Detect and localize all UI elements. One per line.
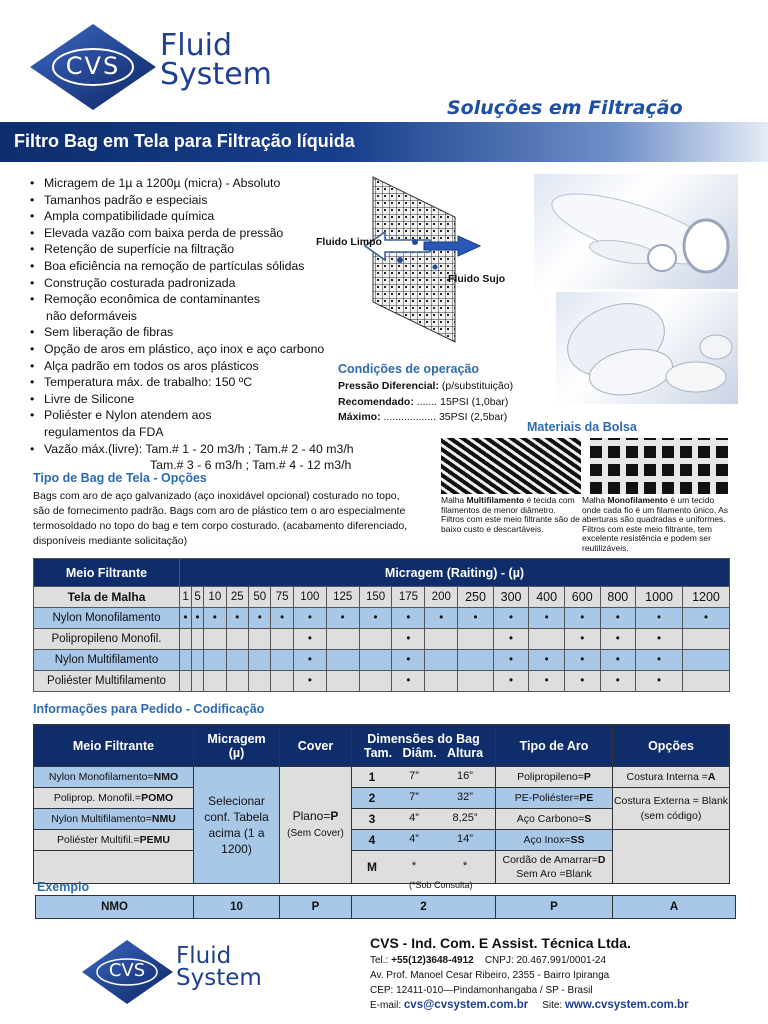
logo-word-fluid: Fluid	[160, 28, 232, 63]
mt-row-label: Poliéster Multifilamento	[34, 671, 180, 692]
example-value: NMO	[36, 896, 194, 919]
ot-media-cell	[34, 788, 194, 809]
ot-media-cell	[34, 830, 194, 851]
feature-item: • Alça padrão em todos os aros plásticos	[30, 358, 350, 375]
mt-cell: •	[271, 608, 293, 629]
mt-cell: •	[249, 608, 271, 629]
ot-media-cell	[34, 851, 194, 884]
ot-media-name: Poliéster Multifil.=	[57, 834, 140, 846]
conditions-title: Condições de operação	[338, 362, 480, 376]
title-bar	[0, 122, 768, 162]
mt-cell	[204, 629, 226, 650]
label-clean-fluid: Fluido Limpo	[316, 236, 382, 248]
order-table	[33, 724, 730, 884]
ot-ring-cell	[496, 851, 613, 884]
mt-cell: •	[493, 650, 529, 671]
feature-text: Remoção econômica de contaminantes	[44, 292, 261, 307]
mt-cell	[180, 650, 192, 671]
ot-size-t: 1	[368, 770, 376, 784]
mt-cell	[192, 671, 204, 692]
mt-col-header: 25	[226, 587, 248, 608]
mt-col-header: 600	[564, 587, 600, 608]
mt-cell	[458, 629, 494, 650]
ot-ring-name: Sem Aro =Blank	[516, 868, 592, 880]
mt-cell	[682, 629, 729, 650]
mt-cell: •	[529, 650, 565, 671]
mt-cell	[249, 650, 271, 671]
mt-cell	[458, 650, 494, 671]
bag-photo-bottom	[556, 292, 738, 404]
feature-item: • Micragem de 1µ a 1200µ (micra) - Absoluto	[30, 175, 350, 192]
mat-pre: Malha	[441, 495, 467, 505]
site-link[interactable]: www.cvsystem.com.br	[564, 999, 689, 1011]
mt-cell	[359, 671, 392, 692]
mt-cell: •	[293, 608, 326, 629]
mt-cell: •	[293, 671, 326, 692]
order-title: Informações para Pedido - Codificação	[33, 702, 265, 716]
mat-bold: Multifilamento	[466, 495, 525, 505]
feature-item	[30, 291, 350, 324]
ot-media-name: Nylon Multifilamento=	[51, 813, 152, 825]
email-link[interactable]: cvs@cvsystem.com.br	[403, 999, 529, 1011]
mt-cell: •	[493, 608, 529, 629]
feature-item: • Sem liberação de fibras	[30, 324, 350, 341]
materials-title: Materiais da Bolsa	[527, 420, 637, 434]
feature-text-cont: regulamentos da FDA	[44, 424, 164, 439]
mt-cell	[271, 671, 293, 692]
mt-cell: •	[293, 629, 326, 650]
mt-col-header: 300	[493, 587, 529, 608]
feature-item: • Retenção de superfície na filtração	[30, 241, 350, 258]
ot-dims-cell	[352, 830, 496, 851]
mt-cell	[271, 650, 293, 671]
ot-cover-main: Plano=	[292, 809, 331, 823]
ot-media-cell	[34, 809, 194, 830]
footer-logo-system: System	[176, 965, 262, 991]
mt-col-header: 5	[192, 587, 204, 608]
footer-contact	[370, 953, 689, 1013]
example-value: 2	[352, 896, 496, 919]
mt-cell: •	[564, 671, 600, 692]
example-value: A	[613, 896, 736, 919]
ot-size-d: *	[411, 860, 417, 872]
ot-h-opts: Opções	[613, 725, 730, 767]
email-label: E-mail:	[370, 1000, 404, 1011]
tel-label: Tel.:	[370, 955, 392, 966]
footer-logo-mark: CVS	[108, 960, 146, 981]
mesh-screen-icon	[340, 172, 530, 347]
mt-col-header: 400	[529, 587, 565, 608]
ot-h-cover: Cover	[280, 725, 352, 767]
mt-cell: •	[600, 671, 636, 692]
address-line-1: Av. Prof. Manoel Cesar Ribeiro, 2355 - Bairro Ipiranga	[370, 970, 610, 981]
ot-cover-code: P	[330, 809, 339, 823]
mt-col-header: 1000	[636, 587, 683, 608]
mt-cell	[425, 650, 458, 671]
ot-h-micron-2: (µ)	[228, 745, 245, 760]
ot-dims-cell	[352, 809, 496, 830]
mt-cell	[226, 650, 248, 671]
mt-col-header: 50	[249, 587, 271, 608]
ot-micron-cell: Selecionar conf. Tabela acima (1 a 1200)	[194, 767, 280, 884]
ot-cover-cell	[280, 767, 352, 884]
feature-item: • Construção costurada padronizada	[30, 275, 350, 292]
ot-ring-code: S	[584, 813, 592, 825]
feature-item	[30, 441, 354, 474]
mt-cell: •	[180, 608, 192, 629]
feature-item: • Temperatura máx. de trabalho: 150 ºC	[30, 374, 350, 391]
mt-col-header: 100	[293, 587, 326, 608]
example-value: P	[496, 896, 613, 919]
conditions-lines	[338, 379, 513, 426]
ot-opt1: Costura Interna =	[626, 771, 708, 783]
ot-media-code: PEMU	[139, 834, 170, 846]
mt-cell: •	[636, 671, 683, 692]
ot-media-code: POMO	[141, 792, 174, 804]
cond-label: Recomendado:	[338, 395, 414, 408]
mt-cell	[192, 650, 204, 671]
mt-cell: •	[564, 650, 600, 671]
mt-cell: •	[529, 608, 565, 629]
mt-cell	[425, 671, 458, 692]
mt-cell	[271, 629, 293, 650]
mt-cell: •	[392, 629, 425, 650]
mt-cell: •	[600, 629, 636, 650]
feature-text-cont: não deformáveis	[46, 308, 137, 323]
ot-size-t: 4	[368, 833, 376, 847]
footer-logo-fluid: Fluid	[176, 943, 232, 969]
mt-cell	[326, 671, 359, 692]
cond-label: Pressão Diferencial:	[338, 380, 439, 392]
mt-cell: •	[636, 608, 683, 629]
mt-cell: •	[493, 671, 529, 692]
tagline: Soluções em Filtração	[447, 97, 683, 119]
address-line-2: CEP: 12411-010—Pindamonhangaba / SP - Brasil	[370, 985, 593, 996]
ot-ring-code: PE	[579, 792, 594, 804]
mt-cell: •	[326, 608, 359, 629]
ot-h-micron	[194, 725, 280, 767]
ot-ring-name: Aço Carbono=	[516, 813, 585, 825]
mt-cell: •	[564, 608, 600, 629]
mt-cell: •	[392, 671, 425, 692]
feature-item	[30, 407, 350, 440]
label-dirty-fluid: Fluido Sujo	[448, 273, 506, 285]
feature-text: Vazão máx.(livre): Tam.# 1 - 20 m3/h ; Tam.# 2 - 40 m3/h	[44, 441, 354, 456]
ot-media-code: NMO	[153, 771, 179, 783]
example-value: 10	[194, 896, 280, 919]
mt-cell: •	[493, 629, 529, 650]
cond-label: Máximo:	[338, 411, 381, 423]
monofilament-swatch	[590, 438, 728, 494]
mt-cell: •	[600, 650, 636, 671]
mt-cell	[180, 629, 192, 650]
ot-ring-name: PE-Poliéster=	[514, 792, 580, 804]
feature-item: • Opção de aros em plástico, aço inox e aço carbono	[30, 341, 350, 358]
ot-size-h: 8,25”	[452, 812, 478, 824]
mt-cell	[682, 671, 729, 692]
ot-size-d: 4”	[409, 833, 419, 845]
ot-opt-empty	[613, 830, 730, 884]
ot-h-micron-1: Micragem	[207, 731, 266, 746]
mt-cell	[192, 629, 204, 650]
mt-col-header: 200	[425, 587, 458, 608]
ot-dims-cell	[352, 851, 496, 884]
mt-col-header: 1	[180, 587, 192, 608]
feature-text: Poliéster e Nylon atendem aos	[44, 408, 212, 423]
ot-ring-name: Cordão de Amarrar=	[502, 854, 598, 866]
mt-cell: •	[682, 608, 729, 629]
multifilament-text	[441, 496, 581, 534]
mt-cell: •	[636, 629, 683, 650]
bag-photo-top	[534, 174, 738, 289]
ot-size-h: 16”	[457, 770, 473, 782]
mt-col-header: 75	[271, 587, 293, 608]
filter-bags-image	[556, 292, 738, 404]
site-label: Site:	[542, 1000, 565, 1011]
tel-value: +55(12)3648-4912	[391, 955, 474, 966]
mt-col-header: 10	[204, 587, 226, 608]
feature-item: • Elevada vazão com baixa perda de pressão	[30, 225, 350, 242]
mt-col-header: 150	[359, 587, 392, 608]
ot-ring-name: Polipropileno=	[517, 771, 584, 783]
mt-cell: •	[529, 671, 565, 692]
ot-ring-cell	[496, 788, 613, 809]
bag-type-text: Bags com aro de aço galvanizado (aço inoxidável opcional) costurado no topo, são de fornecimento padrão. Bags com aro de plástico tem o aro especialmente termosoldado no topo do bag e tem corpo costurado. (acabamento diferenciado, disponíveis mediante solicitação)	[33, 490, 408, 547]
ot-media-cell	[34, 767, 194, 788]
filter-bags-image	[534, 174, 738, 289]
ot-size-h: *	[462, 860, 468, 872]
logo-word-system: System	[160, 57, 272, 92]
bag-type-title: Tipo de Bag de Tela - Opções	[33, 471, 207, 485]
ot-media-name: Nylon Monofilamento=	[48, 771, 154, 783]
mt-cell	[180, 671, 192, 692]
mt-cell: •	[392, 608, 425, 629]
ot-h-ring: Tipo de Aro	[496, 725, 613, 767]
feature-text-cont: Tam.# 3 - 6 m3/h ; Tam.# 4 - 12 m3/h	[150, 458, 352, 473]
ot-h-dims-title: Dimensões do Bag	[367, 731, 480, 746]
ot-h-media: Meio Filtrante	[34, 725, 194, 767]
mt-cell: •	[192, 608, 204, 629]
mt-cell: •	[359, 608, 392, 629]
mt-cell	[359, 629, 392, 650]
cnpj: CNPJ: 20.467.991/0001-24	[484, 955, 607, 966]
feature-item: • Livre de Silicone	[30, 391, 350, 408]
mt-cell	[249, 671, 271, 692]
monofilament-text	[582, 496, 730, 553]
ot-size-d: 4”	[409, 812, 419, 824]
ot-size-t: M	[367, 860, 377, 874]
ot-ring-name: Aço Inox=	[523, 834, 571, 846]
example-value: P	[280, 896, 352, 919]
mt-cell: •	[293, 650, 326, 671]
logo-mark: CVS	[65, 52, 121, 80]
consult-note: (*Sob Consulta)	[409, 880, 473, 890]
multifilament-swatch	[441, 438, 581, 494]
ot-ring-cell	[496, 767, 613, 788]
mt-col-header: 800	[600, 587, 636, 608]
mt-cell: •	[204, 608, 226, 629]
mt-row-label: Polipropileno Monofil.	[34, 629, 180, 650]
example-label: Exemplo	[37, 880, 90, 894]
mt-cell	[249, 629, 271, 650]
mt-header-micron: Micragem (Raiting) - (µ)	[180, 559, 730, 587]
ot-h-alt: Altura	[447, 745, 484, 760]
mt-cell: •	[392, 650, 425, 671]
mt-cell	[204, 650, 226, 671]
mt-cell	[529, 629, 565, 650]
ot-size-h: 32”	[457, 791, 473, 803]
feature-list	[30, 175, 354, 474]
ot-ring-code: SS	[570, 834, 585, 846]
mt-col-header: 250	[458, 587, 494, 608]
micron-table	[33, 558, 730, 692]
mt-row-label: Nylon Monofilamento	[34, 608, 180, 629]
company-name: CVS - Ind. Com. E Assist. Técnica Ltda.	[370, 935, 631, 951]
ot-size-h: 14”	[457, 833, 473, 845]
ot-size-t: 3	[368, 812, 376, 826]
mt-header-mesh: Tela de Malha	[34, 587, 180, 608]
ot-h-tam: Tam.	[363, 745, 393, 760]
mat-bold: Monofilamento	[607, 495, 668, 505]
ot-size-d: 7”	[409, 770, 419, 782]
ot-opt2-cell: Costura Externa = Blank (sem código)	[613, 788, 730, 830]
mat-text: é um tecido onde cada fio é um filamento único. As aberturas são quadradas e uniformes. Filtros com este meio filtrante, tem excelente resistência e podem ser reutilizáveis.	[582, 495, 729, 553]
ot-media-code: NMU	[151, 813, 176, 825]
mt-cell: •	[600, 608, 636, 629]
ot-opt1-code: A	[707, 771, 716, 783]
ot-ring-cell	[496, 809, 613, 830]
mt-col-header: 175	[392, 587, 425, 608]
ot-h-diam: Diâm.	[402, 745, 437, 760]
mt-header-media: Meio Filtrante	[34, 559, 180, 587]
mt-cell	[326, 629, 359, 650]
mt-cell: •	[226, 608, 248, 629]
ot-h-dims	[352, 725, 496, 767]
footer-logo	[80, 938, 175, 1006]
ot-dims-cell	[352, 788, 496, 809]
mat-text: é tecida com filamentos de menor diâmetro. Filtros com este meio filtrante são de baixo custo e descartáveis.	[441, 495, 580, 534]
cond-value: (p/substituição)	[438, 380, 514, 392]
feature-item: • Tamanhos padrão e especiais	[30, 192, 350, 209]
ot-opt1-cell	[613, 767, 730, 788]
ot-cover-sub: (Sem Cover)	[287, 828, 344, 839]
mt-cell	[226, 671, 248, 692]
ot-ring-cell	[496, 830, 613, 851]
logo	[28, 22, 158, 112]
mt-cell	[425, 629, 458, 650]
mt-cell	[326, 650, 359, 671]
mt-cell: •	[425, 608, 458, 629]
ot-media-name: Poliprop. Monofil.=	[53, 792, 142, 804]
mt-cell: •	[458, 608, 494, 629]
ot-size-d: 7”	[409, 791, 419, 803]
mt-cell	[359, 650, 392, 671]
mt-cell: •	[636, 650, 683, 671]
mt-col-header: 1200	[682, 587, 729, 608]
filter-diagram	[316, 172, 530, 347]
feature-item: • Boa eficiência na remoção de partículas sólidas	[30, 258, 350, 275]
mt-cell	[682, 650, 729, 671]
cond-value: .................. 35PSI (2,5bar)	[380, 411, 508, 423]
ot-size-t: 2	[368, 791, 376, 805]
mt-col-header: 125	[326, 587, 359, 608]
mt-cell	[458, 671, 494, 692]
page-title: Filtro Bag em Tela para Filtração líquida	[14, 131, 355, 151]
mt-cell	[226, 629, 248, 650]
cond-value: ....... 15PSI (1,0bar)	[413, 395, 509, 408]
mt-row-label: Nylon Multifilamento	[34, 650, 180, 671]
ot-ring-code: D	[597, 854, 606, 866]
ot-ring-code: P	[583, 771, 591, 783]
example-table	[35, 895, 736, 919]
mt-cell	[204, 671, 226, 692]
mt-cell: •	[564, 629, 600, 650]
ot-dims-cell	[352, 767, 496, 788]
mat-pre: Malha	[582, 495, 608, 505]
feature-item: • Ampla compatibilidade química	[30, 208, 350, 225]
